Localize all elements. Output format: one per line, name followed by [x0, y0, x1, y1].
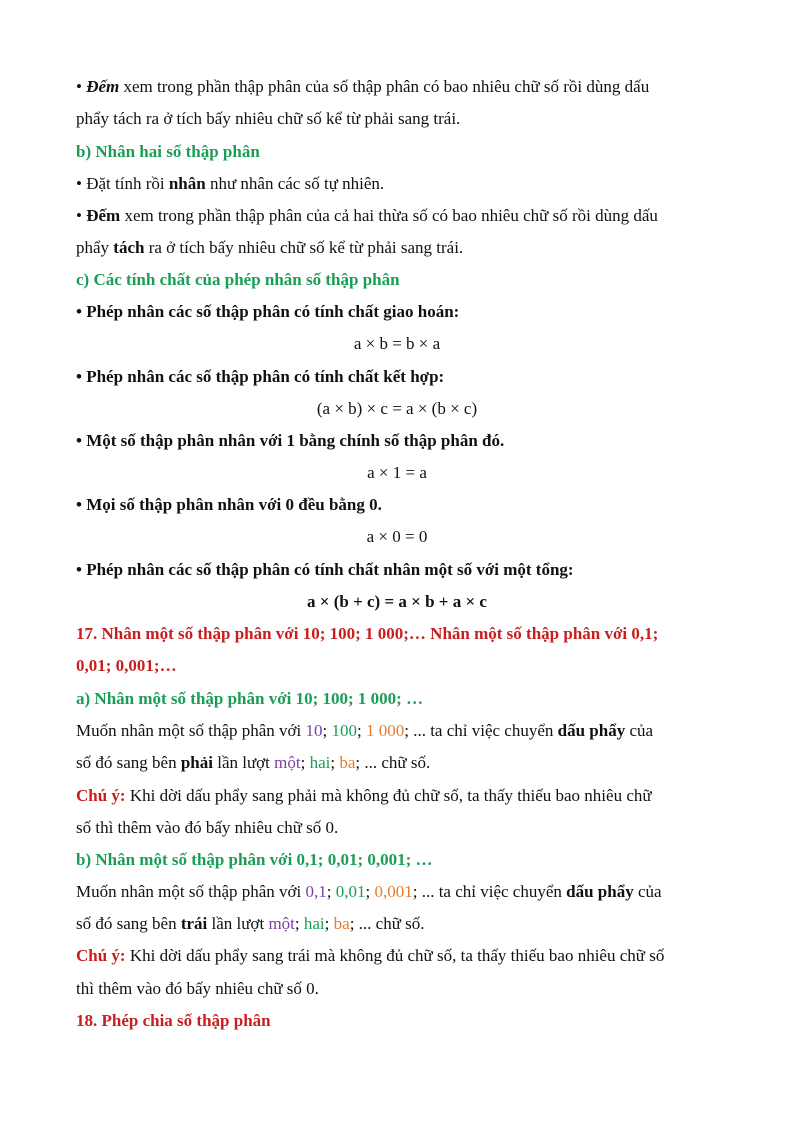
note-label: Chú ý:	[76, 946, 126, 965]
property-title: • Phép nhân các số thập phân có tính chất giao hoán:	[76, 302, 460, 321]
paragraph-line: số đó sang bên phải lần lượt một; hai; ba; ... chữ số.	[76, 753, 431, 772]
property-title: • Một số thập phân nhân với 1 bằng chính số thập phân đó.	[76, 431, 505, 450]
paragraph-line: Muốn nhân một số thập phân với 0,1; 0,01; 0,001; ... ta chỉ việc chuyển dấu phẩy của	[76, 882, 662, 901]
section-heading-18: 18. Phép chia số thập phân	[76, 1011, 271, 1030]
bold-term: Đếm	[86, 77, 120, 96]
formula: (a × b) × c = a × (b × c)	[316, 399, 478, 418]
formula: a × 1 = a	[367, 463, 427, 482]
paragraph-line: • Đếm xem trong phần thập phân của số thập phân có bao nhiêu chữ số rồi dùng dấu	[76, 77, 650, 96]
section-heading-17-cont: 0,01; 0,001;…	[76, 656, 177, 675]
note-line: thì thêm vào đó bấy nhiêu chữ số 0.	[76, 979, 319, 998]
formula: a × b = b × a	[353, 334, 441, 353]
property-title: • Mọi số thập phân nhân với 0 đều bằng 0.	[76, 495, 382, 514]
note-label: Chú ý:	[76, 786, 126, 805]
section-heading-b: b) Nhân hai số thập phân	[76, 142, 260, 161]
formula: a × (b + c) = a × b + a × c	[307, 592, 487, 611]
paragraph-line: số đó sang bên trái lần lượt một; hai; ba; ... chữ số.	[76, 914, 425, 933]
formula: a × 0 = 0	[366, 527, 428, 546]
property-title: • Phép nhân các số thập phân có tính chất kết hợp:	[76, 367, 445, 386]
paragraph-line: phẩy tách ra ở tích bấy nhiêu chữ số kể từ phải sang trái.	[76, 109, 461, 128]
paragraph-line: phẩy tách ra ở tích bấy nhiêu chữ số kể từ phải sang trái.	[76, 238, 464, 257]
section-heading-17: 17. Nhân một số thập phân với 10; 100; 1 000;… Nhân một số thập phân với 0,1;	[76, 624, 659, 643]
property-title: • Phép nhân các số thập phân có tính chất nhân một số với một tổng:	[76, 560, 574, 579]
subheading-17a: a) Nhân một số thập phân với 10; 100; 1 000; …	[76, 689, 424, 708]
paragraph-line: • Đếm xem trong phần thập phân của cả hai thừa số có bao nhiêu chữ số rồi dùng dấu	[76, 206, 658, 225]
note-line: Chú ý: Khi dời dấu phẩy sang phải mà không đủ chữ số, ta thấy thiếu bao nhiêu chữ	[76, 786, 652, 805]
subheading-17b: b) Nhân một số thập phân với 0,1; 0,01; 0,001; …	[76, 850, 433, 869]
paragraph-line: Muốn nhân một số thập phân với 10; 100; 1 000; ... ta chỉ việc chuyển dấu phẩy của	[76, 721, 654, 740]
paragraph-line: • Đặt tính rồi nhân như nhân các số tự nhiên.	[76, 174, 385, 193]
section-heading-c: c) Các tính chất của phép nhân số thập phân	[76, 270, 400, 289]
note-line: số thì thêm vào đó bấy nhiêu chữ số 0.	[76, 818, 339, 837]
note-line: Chú ý: Khi dời dấu phẩy sang trái mà không đủ chữ số, ta thấy thiếu bao nhiêu chữ số	[76, 946, 665, 965]
